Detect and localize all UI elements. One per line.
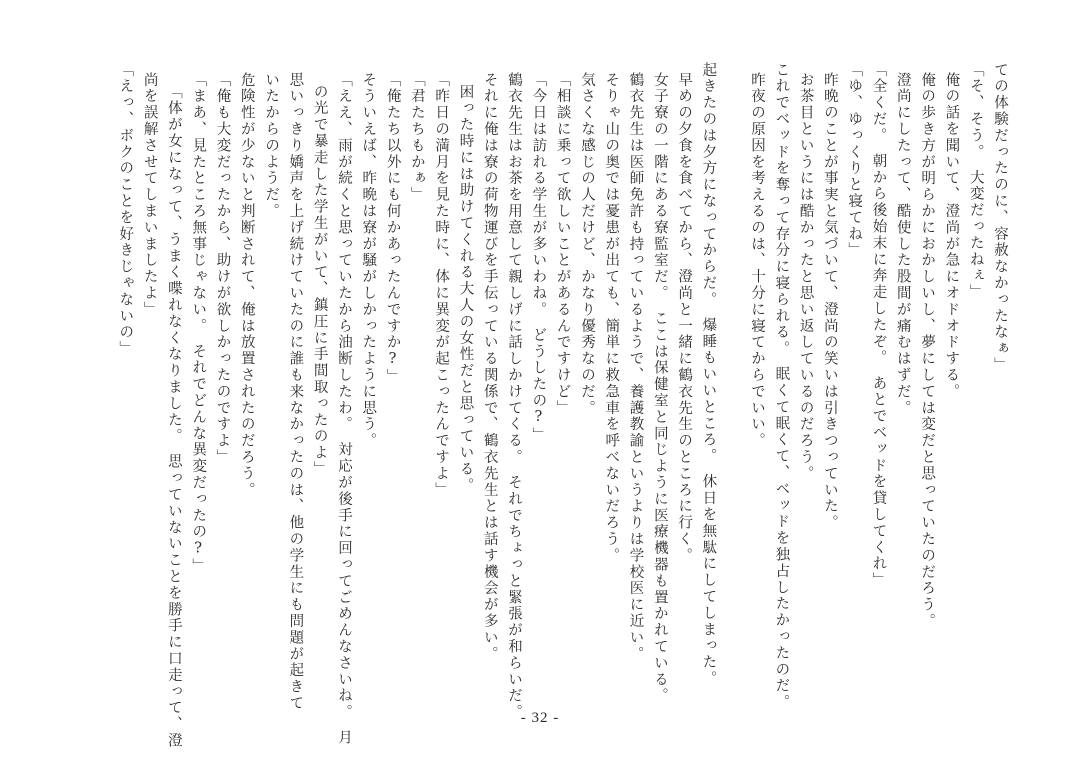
text-column: そりゃ山の奥では憂患が出ても、簡単に救急車を呼べないだろう。 — [603, 72, 620, 564]
text-column-blank — [715, 62, 739, 677]
text-column: 起きたのは夕方になってからだ。 爆睡もいいところ。 休日を無駄にしてしまった。 — [700, 62, 717, 688]
text-column: 俺の歩き方が明らかにおかしいし、夢にしては変だと思っていたのだろう。 — [919, 72, 936, 630]
text-column: 俺の話を聞いて、澄尚が急にオドオドする。 — [943, 72, 960, 400]
text-column: 「全くだ。 朝から後始末に奔走したぞ。 あとでベッドを貸してくれ」 — [870, 62, 887, 589]
text-column: 「君たちもかぁ」 — [408, 72, 425, 204]
text-column: 尚を誤解させてしまいましたよ」 — [141, 72, 158, 318]
text-column: 「ゆ、ゆっくりと寝てね」 — [846, 62, 863, 259]
text-column: 「俺たち以外にも何かあったんですか?」 — [384, 72, 401, 386]
text-column: それに俺は寮の荷物運びを手伝っている関係で、鶴衣先生とは話す機会が多い。 — [481, 72, 498, 663]
text-column: 澄尚にしたって、酷使した股間が痛むはずだ。 — [894, 72, 911, 417]
text-column: 「まあ、見たところ無事じゃない。 それでどんな異変だったの?」 — [190, 72, 207, 575]
text-column: 思いっきり嬌声を上げ続けていたのに誰も来なかったのは、他の学生にも問題が起きて — [287, 72, 304, 712]
text-column: 困った時には助けてくれる大人の女性だと思っている。 — [457, 84, 474, 494]
text-column: 昨晩のことが事実と気づいて、澄尚の笑いは引きつっていた。 — [821, 72, 838, 532]
text-column: これでベッドを奪って存分に寝られる。 眠くて眠くて、ベッドを独占したかったのだ。 — [773, 62, 790, 711]
text-column: 「体が女になって、うまく喋れなくなりました。 思っていないことを勝手に口走って、澄 — [165, 84, 182, 750]
text-column: いたからのようだ。 — [263, 72, 280, 220]
text-column: 「ええ、雨が続くと思っていたから油断したわ。 対応が後手に回ってごめんなさいね。 月 — [335, 72, 352, 747]
text-column: 「今日は訪れる学生が多いわね。 どうしたの?」 — [530, 72, 547, 444]
text-column: お茶目というには酷かったと思い返しているのだろう。 — [797, 72, 814, 482]
text-column: 「昨日の満月を見た時に、体に異変が起こったんですよ」 — [433, 72, 450, 499]
text-column: ての体験だったのに、容赦なかったなぁ」 — [991, 62, 1008, 374]
text-column: 早めの夕食を食べてから、澄尚と一緒に鶴衣先生のところに行く。 — [676, 72, 693, 564]
text-column: そういえば、昨晩は寮が騒がしかったように思う。 — [360, 72, 377, 450]
text-column: 鶴衣先生は医師免許も持っているようで、養護教諭というよりは学校医に近い。 — [627, 72, 644, 663]
text-column: 「そ、そう。 大変だったねぇ」 — [967, 62, 984, 301]
text-column: 「相談に乗って欲しいことがあるんですけど」 — [554, 72, 571, 417]
text-column: 鶴衣先生はお茶を用意して親しげに話しかけてくる。 それでちょっと緊張が和らいだ。 — [506, 72, 523, 721]
text-column: の光で暴走した学生がいて、鎮圧に手間取ったのよ」 — [311, 84, 328, 478]
text-column: 「俺も大変だったから、助けが欲しかったのですよ」 — [214, 72, 231, 466]
text-column: 女子寮の一階にある寮監室だ。 ここは保健室と同じように医療機器も置かれている。 — [651, 72, 668, 705]
text-column: 昨夜の原因を考えるのは、十分に寝てからでいい。 — [749, 72, 766, 450]
text-column: 危険性が少ないと判断されて、俺は放置されたのだろう。 — [238, 72, 255, 499]
text-column: 気さくな感じの人だけど、かなり優秀なのだ。 — [578, 72, 595, 417]
page-number: - 32 - — [520, 710, 560, 726]
text-column: 「えっ、ボクのことを好きじゃないの」 — [117, 62, 134, 358]
